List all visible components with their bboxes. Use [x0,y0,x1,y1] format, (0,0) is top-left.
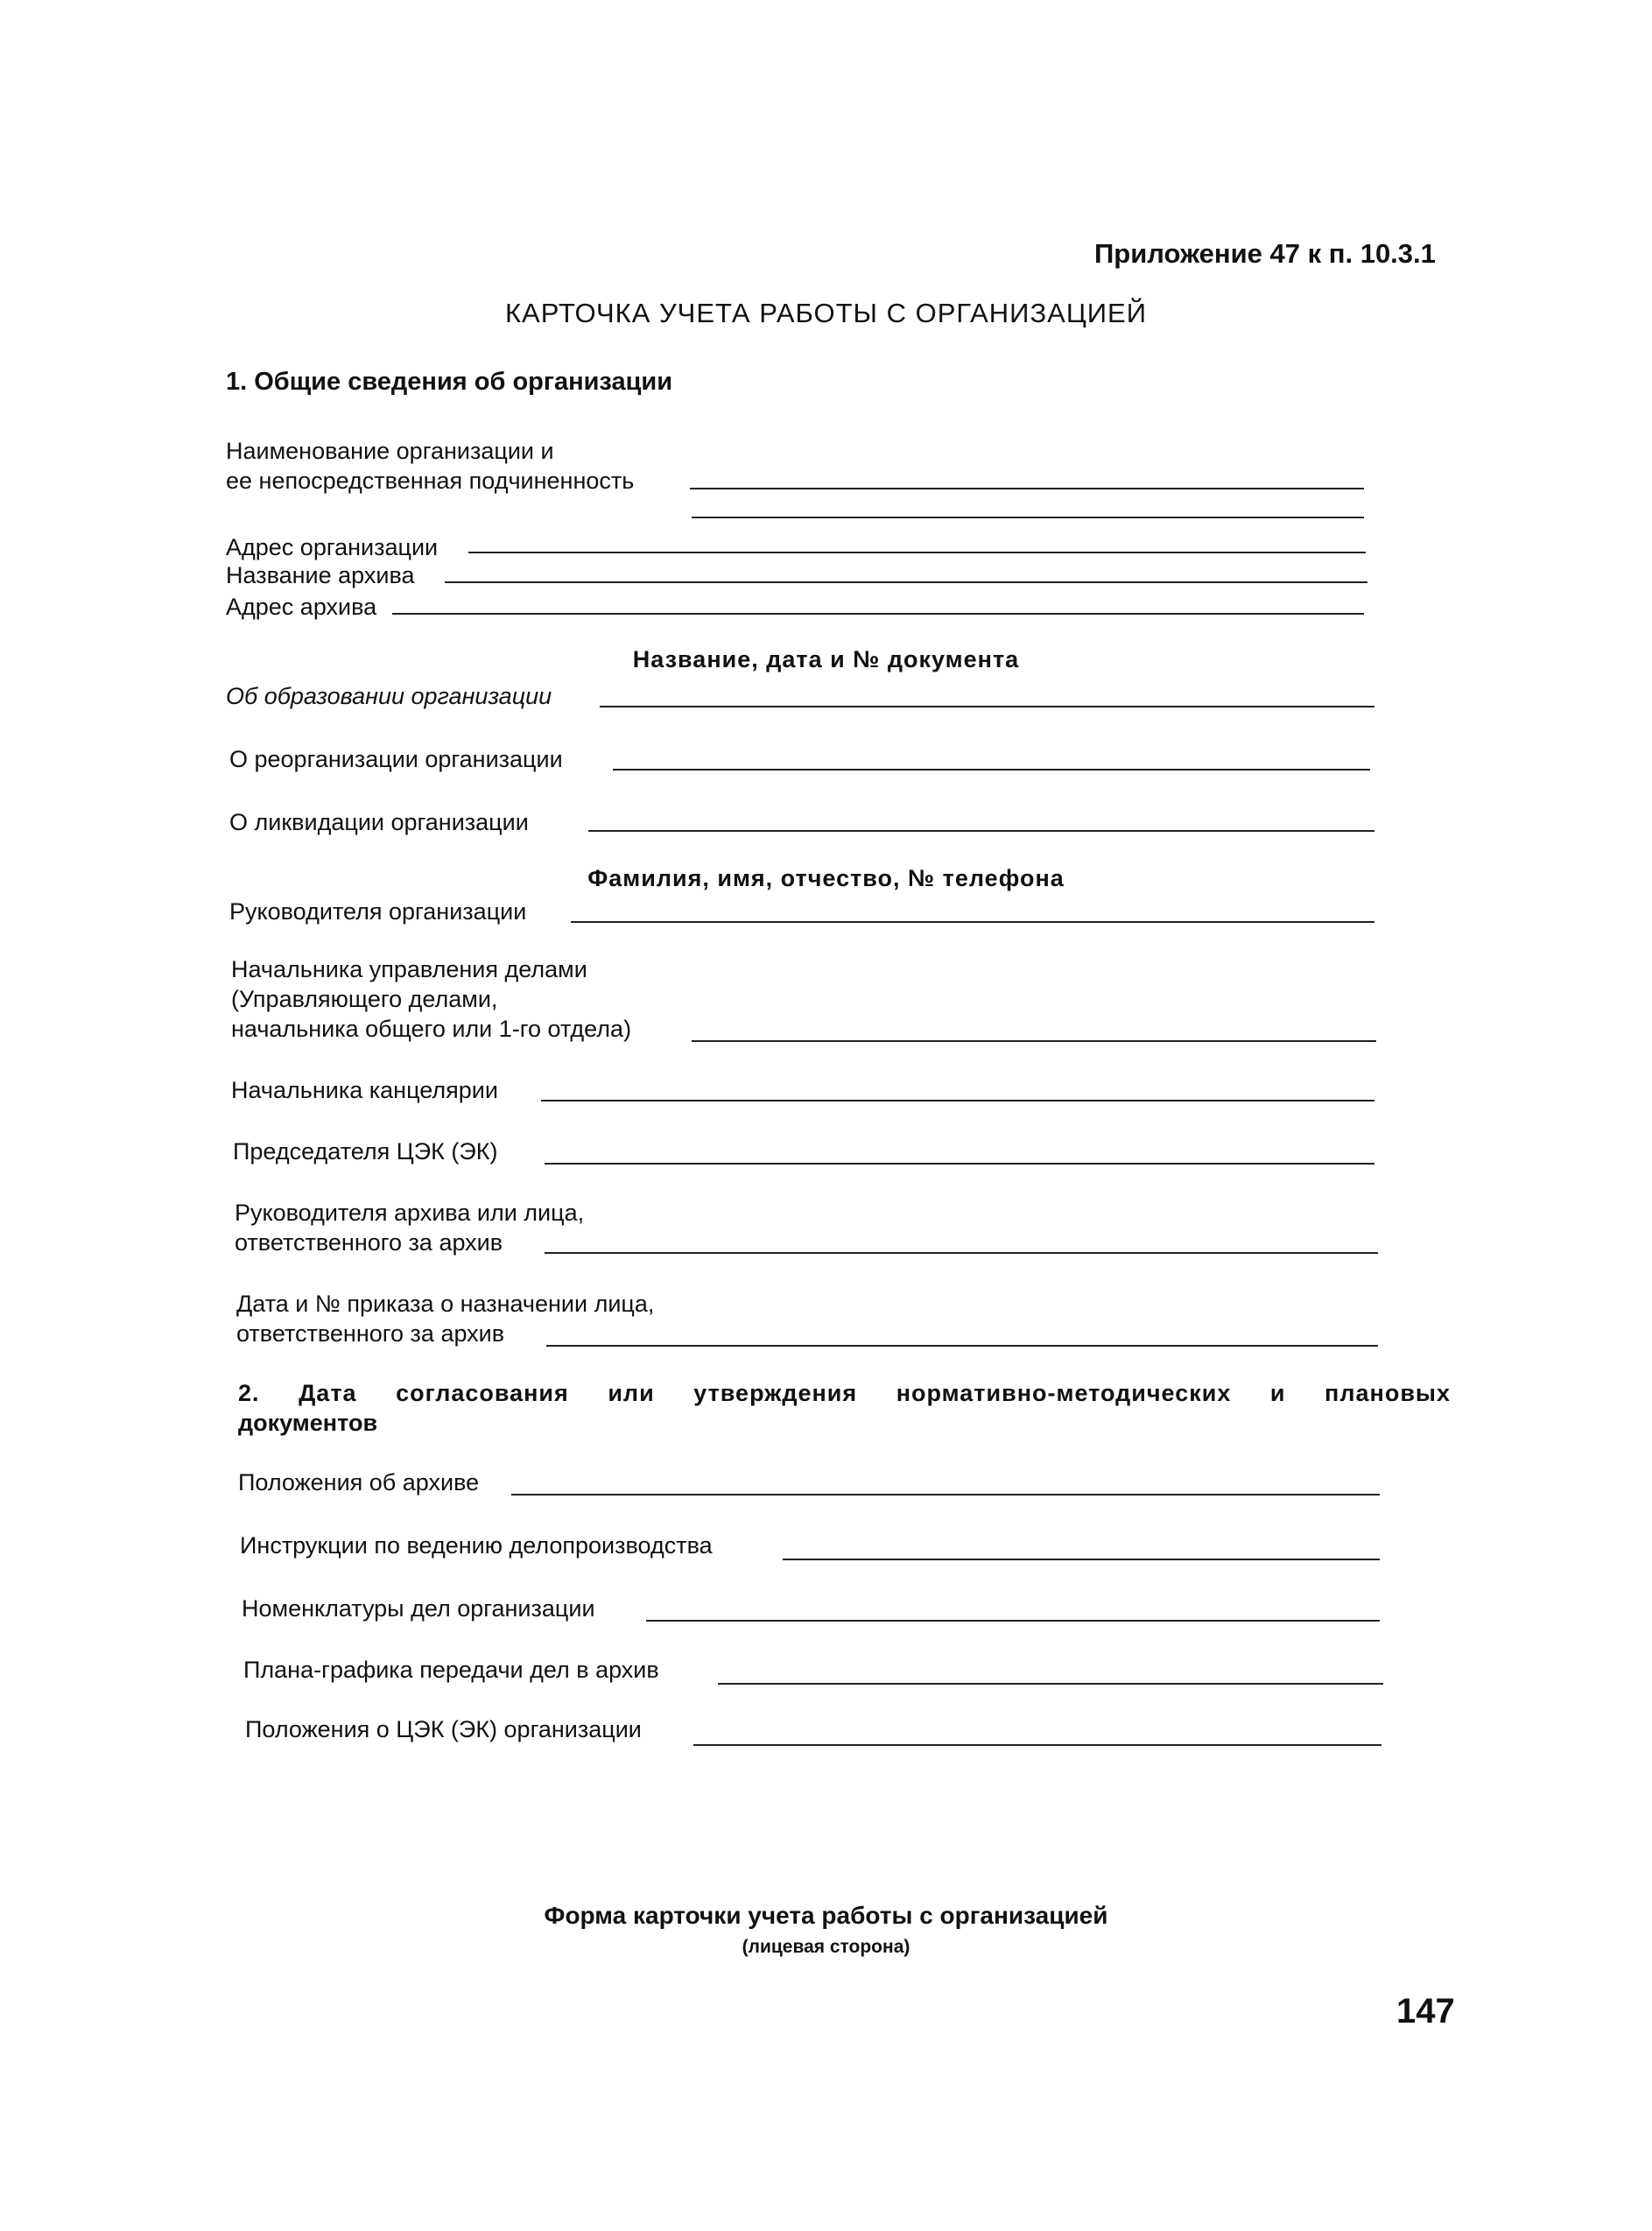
recordkeeping-instruction-field[interactable] [783,1559,1380,1560]
mgmt-label-line3: начальника общего или 1-го отдела) [231,1016,632,1042]
office-head-label: Начальника канцелярии [231,1077,498,1103]
archive-head-label-line2: ответственного за архив [235,1229,503,1256]
order-field[interactable] [546,1345,1378,1347]
document-subheading: Название, дата и № документа [632,646,1020,672]
archive-regulation-label: Положения об архиве [238,1469,480,1496]
liquidation-field[interactable] [588,830,1374,832]
org-name-field-continued[interactable] [692,517,1364,518]
org-name-field[interactable] [690,488,1364,489]
nomenclature-field[interactable] [646,1620,1380,1622]
head-label: Руководителя организации [229,898,527,925]
archive-head-field[interactable] [545,1252,1378,1254]
person-subheading: Фамилия, имя, отчество, № телефона [587,865,1065,891]
mgmt-label-line1: Начальника управления делами [231,956,587,982]
form-caption: Форма карточки учета работы с организацией [544,1902,1108,1929]
office-head-field[interactable] [541,1100,1374,1101]
head-field[interactable] [571,921,1374,923]
appendix-reference: Приложение 47 к п. 10.3.1 [1094,238,1436,269]
nomenclature-label: Номенклатуры дел организации [242,1595,595,1622]
archive-address-label: Адрес архива [226,594,377,620]
order-label-line2: ответственного за архив [236,1320,505,1347]
mgmt-field[interactable] [692,1040,1376,1042]
archive-head-label-line1: Руководителя архива или лица, [235,1200,585,1226]
archive-name-label: Название архива [226,562,415,588]
recordkeeping-instruction-label: Инструкции по ведению делопроизводства [240,1532,713,1559]
formation-label: Об образовании организации [226,683,552,709]
mgmt-label-line2: (Управляющего делами, [231,986,498,1012]
archive-name-field[interactable] [445,581,1367,583]
cek-chair-label: Председателя ЦЭК (ЭК) [233,1138,498,1165]
reorganization-field[interactable] [613,769,1370,771]
archive-address-field[interactable] [392,613,1364,615]
org-address-label: Адрес организации [226,534,439,560]
reorganization-label: О реорганизации организации [229,746,563,772]
org-name-label-line1: Наименование организации и [226,438,554,464]
section-1-heading: 1. Общие сведения об организации [226,368,673,396]
form-subcaption: (лицевая сторона) [742,1937,910,1957]
cek-regulation-label: Положения о ЦЭК (ЭК) организации [245,1716,642,1742]
cek-regulation-field[interactable] [693,1744,1381,1746]
section-2-heading-line1: 2. Дата согласования или утверждения нормативно-методических и плановых [238,1380,1451,1406]
formation-field[interactable] [600,706,1374,707]
org-name-label-line2: ее непосредственная подчиненность [226,468,635,494]
cek-chair-field[interactable] [545,1163,1374,1165]
page-number: 147 [1396,1992,1455,2030]
liquidation-label: О ликвидации организации [229,809,529,835]
page-title: КАРТОЧКА УЧЕТА РАБОТЫ С ОРГАНИЗАЦИЕЙ [504,298,1148,328]
order-label-line1: Дата и № приказа о назначении лица, [236,1291,655,1317]
transfer-schedule-field[interactable] [718,1683,1383,1685]
org-address-field[interactable] [468,552,1366,553]
archive-regulation-field[interactable] [511,1494,1380,1496]
transfer-schedule-label: Плана-графика передачи дел в архив [243,1657,659,1683]
section-2-heading-line2: документов [238,1410,378,1436]
